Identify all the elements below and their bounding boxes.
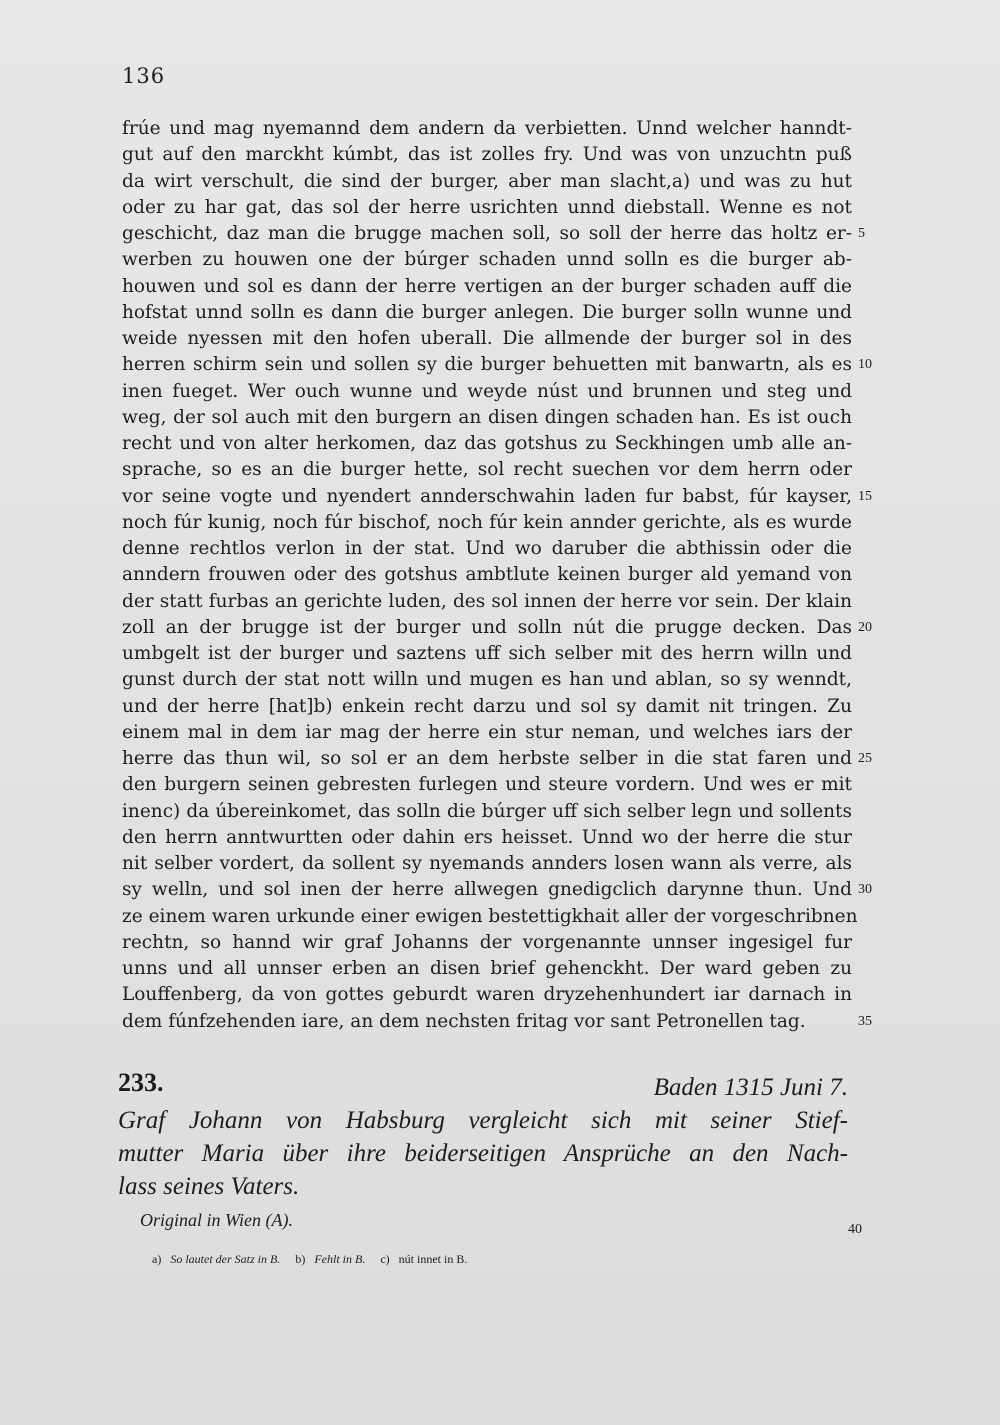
text-line-content: inen fueget. Wer ouch wunne und weyde núst und brunnen und steg und — [122, 380, 852, 402]
text-line — [122, 562, 852, 588]
text-line-content: geschicht, daz man die brugge machen soll, so soll der herre das holtz er- — [122, 223, 852, 244]
text-line-content: weg, der sol auch mit den burgern an disen dingen schaden han. Es ist ouch — [122, 406, 852, 428]
regest-line: Graf Johann von Habsburg vergleicht sich mit seiner Stief- — [118, 1107, 848, 1134]
text-line-content: hofstat unnd solln es dann die burger anlegen. Die burger solln wunne und — [122, 301, 852, 323]
text-line-content: anndern frouwen oder des gotshus ambtlute keinen burger ald yemand von — [122, 564, 852, 586]
text-line — [122, 694, 852, 720]
text-line — [122, 667, 852, 693]
entry-date: Baden 1315 Juni 7. — [653, 1074, 848, 1101]
entry-regest — [118, 1104, 848, 1203]
regest-line: lass seines Vaters. — [118, 1173, 300, 1200]
text-line-content: inenc) da úbereinkomet, das solln die búrger uff sich selber legn und sollents — [122, 800, 852, 822]
margin-line-number: 10 — [858, 357, 872, 373]
text-line — [122, 379, 852, 405]
text-line-content: Louffenberg, da von gottes geburdt waren dryzehenhundert iar darnach in — [122, 984, 852, 1006]
text-line — [122, 247, 852, 273]
text-line — [122, 615, 872, 641]
text-line-content: den herrn anntwurtten oder dahin ers heisset. Unnd wo der herre die stur — [122, 826, 852, 848]
text-line — [122, 221, 865, 247]
text-line — [122, 1009, 872, 1035]
footnote-a: a) So lautet der Satz in B. — [152, 1252, 281, 1266]
footnotes — [152, 1252, 479, 1267]
text-line — [122, 431, 852, 457]
margin-line-number: 40 — [848, 1222, 862, 1237]
text-line — [122, 825, 852, 851]
text-line-content: ze einem waren urkunde einer ewigen bestettigkhait aller der vorgeschribnen — [122, 905, 858, 927]
text-line — [122, 274, 852, 300]
margin-line-number: 5 — [858, 226, 865, 241]
margin-line-number: 15 — [858, 488, 872, 504]
text-line-content: der statt furbas an gerichte luden, des sol innen der herre vor sein. Der klain — [122, 590, 852, 612]
text-line-content: frúe und mag nyemannd dem andern da verbietten. Unnd welcher hanndt- — [122, 118, 852, 139]
text-line-content: umbgelt ist der burger und saztens uff sich selber mit des herrn willn und — [122, 643, 852, 664]
text-line — [122, 641, 852, 667]
text-line-content: vor seine vogte und nyendert annderschwahin laden fur babst, fúr kayser, — [122, 485, 852, 507]
text-line-content: dem fúnfzehenden iare, an dem nechsten fritag vor sant Petronellen tag. — [122, 1010, 806, 1032]
footnote-b: b) Fehlt in B. — [295, 1252, 366, 1266]
text-line — [122, 405, 852, 431]
text-line — [122, 746, 872, 772]
source-note: Original in Wien (A). — [140, 1210, 293, 1230]
text-line-content: gunst durch der stat nott willn und mugen es han und ablan, so sy wenndt, — [122, 669, 852, 691]
regest-line: mutter Maria über ihre beiderseitigen Ansprüche an den Nach- — [118, 1140, 848, 1167]
text-line — [122, 169, 852, 195]
text-line-content: unns und all unnser erben an disen brief gehenckht. Der ward geben zu — [122, 958, 852, 979]
margin-line-number: 20 — [858, 619, 872, 635]
text-line-content: noch fúr kunig, noch fúr bischof, noch fúr kein annder gerichte, als es wurde — [122, 511, 852, 533]
text-line-content: sy welln, und sol inen der herre allwegen gnedigclich darynne thun. Und — [122, 879, 852, 901]
text-line-content: und der herre [hat]b) enkein recht darzu und sol sy damit nit tringen. Zu — [122, 695, 852, 717]
text-line — [122, 956, 852, 982]
text-line — [122, 982, 852, 1008]
text-line — [122, 195, 852, 221]
text-line-content: werben zu houwen one der búrger schaden unnd solln es die burger ab- — [122, 249, 852, 271]
text-line-content: sprache, so es an die burger hette, sol recht suechen vor dem herrn oder — [122, 459, 852, 481]
page-number: 136 — [122, 64, 166, 88]
margin-line-number: 30 — [858, 882, 872, 898]
text-line — [122, 484, 872, 510]
text-line — [122, 930, 852, 956]
text-line — [122, 326, 852, 352]
text-line-content: den burgern seinen gebresten furlegen und steure vordern. Und wes er mit — [122, 774, 852, 796]
text-line-content: zoll an der brugge ist der burger und solln nút die prugge decken. Das — [122, 616, 852, 638]
text-line-content: herren schirm sein und sollen sy die burger behuetten mit banwartn, als es — [122, 354, 852, 376]
margin-line-number: 35 — [858, 1013, 872, 1029]
text-line-content: oder zu har gat, das sol der herre usrichten unnd diebstall. Wenne es not — [122, 196, 852, 218]
text-line-content: weide nyessen mit den hofen uberall. Die allmende der burger sol in des — [122, 328, 852, 349]
text-line-content: herre das thun wil, so sol er an dem herbste selber in die stat faren und — [122, 748, 852, 769]
text-line-content: houwen und sol es dann der herre vertigen an der burger schaden auff die — [122, 275, 852, 297]
text-line — [122, 851, 852, 877]
body-text — [122, 116, 872, 1035]
text-line-content: gut auf den marckht kúmbt, das ist zolles fry. Und was von unzuchtn puß — [122, 144, 852, 166]
text-line — [122, 116, 852, 142]
text-line — [122, 352, 872, 378]
text-line — [122, 589, 852, 615]
text-line-content: da wirt verschult, die sind der burger, aber man slacht,a) und was zu hut — [122, 170, 852, 192]
text-line-content: recht und von alter herkomen, daz das gotshus zu Seckhingen umb alle an- — [122, 433, 852, 454]
text-line — [122, 772, 852, 798]
text-line-content: denne rechtlos verlon in der stat. Und wo daruber die abthissin oder die — [122, 538, 852, 559]
text-line — [122, 510, 852, 536]
text-line — [122, 877, 872, 903]
text-line — [122, 536, 852, 562]
text-line — [122, 720, 852, 746]
text-line — [122, 300, 852, 326]
text-line — [122, 904, 858, 930]
text-line-content: rechtn, so hannd wir graf Johanns der vorgenannte unnser ingesigel fur — [122, 931, 852, 953]
text-line-content: nit selber vordert, da sollent sy nyemands annders losen wann als verre, als — [122, 853, 852, 874]
margin-line-number: 25 — [858, 751, 872, 766]
footnote-c: c) nút innet in B. — [380, 1252, 468, 1266]
text-line — [122, 457, 852, 483]
text-line — [122, 142, 852, 168]
text-line — [122, 799, 852, 825]
text-line-content: einem mal in dem iar mag der herre ein stur neman, und welches iars der — [122, 721, 852, 743]
entry-number: 233. — [118, 1068, 164, 1097]
